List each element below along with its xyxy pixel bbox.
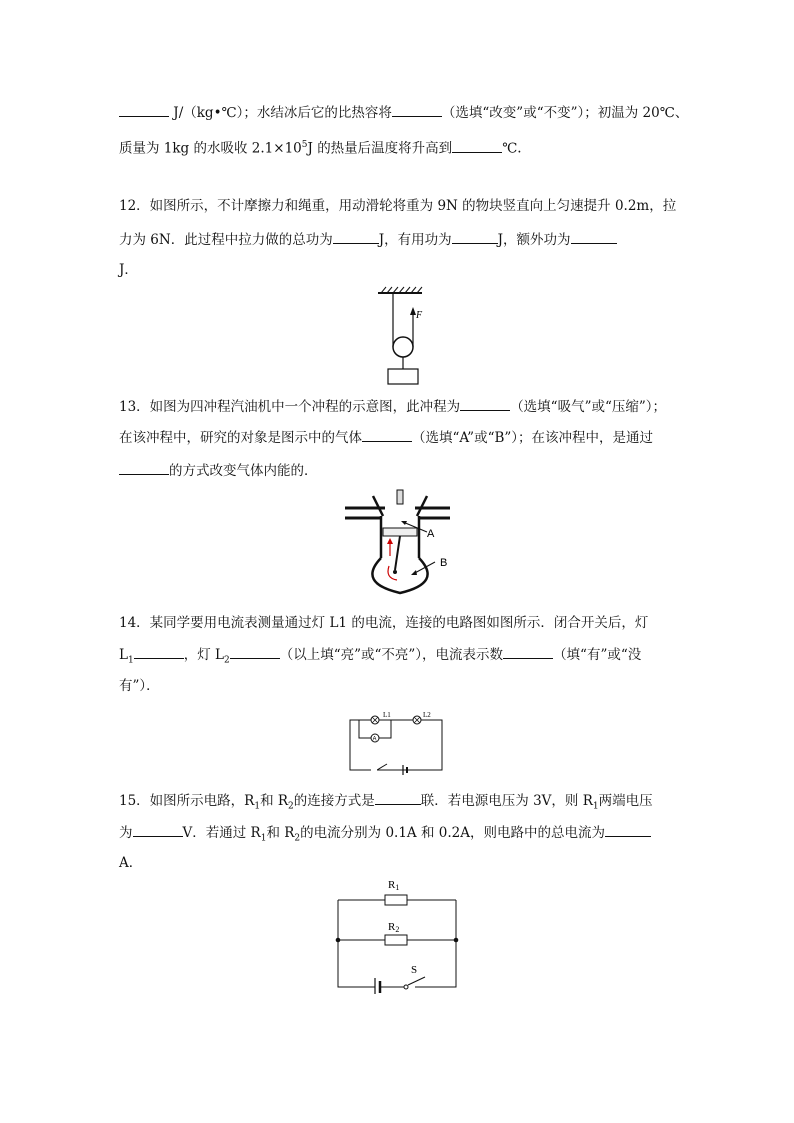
force-label: F: [416, 310, 423, 321]
block: [388, 369, 418, 384]
label-a: A: [427, 528, 435, 540]
answer-blank[interactable]: [605, 822, 651, 837]
label-b: B: [440, 557, 448, 569]
answer-blank[interactable]: [119, 102, 169, 117]
junction-left: [336, 938, 341, 943]
resistor-r1-label: R1: [388, 879, 400, 892]
q14-line3: 有”）．: [119, 678, 160, 694]
resistor-r2: [385, 935, 407, 945]
circuit-figure-15: [330, 872, 465, 994]
q15-line2: 为 V．若通过 $R_1$和 $R_2$的电流分别为 0.1A 和 0.2A，则电路中的总电流为: [119, 822, 651, 849]
engine-figure: [345, 488, 465, 598]
crankcase: [372, 558, 427, 593]
switch-label: S: [411, 964, 418, 976]
wire-right: [415, 900, 456, 987]
answer-blank[interactable]: [571, 229, 617, 244]
intake-valve: [373, 496, 383, 516]
answer-blank[interactable]: [392, 102, 442, 117]
resistor-r2-label: R2: [388, 921, 400, 934]
connecting-rod: [395, 536, 400, 570]
q11-line1: J/（kg•℃）；水结冰后它的比热容将 （选填“改变”或“不变”）；初温为 20℃、: [119, 102, 688, 123]
svg-text:A: A: [372, 736, 377, 743]
q12-line3: J．: [119, 262, 138, 278]
q12-line1: 12．如图所示，不计摩擦力和绳重，用动滑轮将重为 9N 的物块竖直向上匀速提升 0.2m，拉: [119, 198, 677, 214]
q14-line1: 14．某同学要用电流表测量通过灯 L1 的电流，连接的电路图如图所示．闭合开关后，灯: [119, 615, 649, 631]
answer-blank[interactable]: [452, 229, 498, 244]
answer-blank[interactable]: [375, 790, 421, 805]
q14-line2: $L_1$ ，灯 $L_2$ （以上填“亮”或“不亮”），电流表示数 （填“有”或“没: [119, 644, 641, 671]
answer-blank[interactable]: [333, 229, 379, 244]
piston: [383, 528, 417, 536]
q15-line1: 15．如图所示电路，$R_1$和 $R_2$的连接方式是 联．若电源电压为 3V，则 $R_1$两端电压: [119, 790, 653, 817]
pulley-figure: [375, 285, 445, 385]
q12-line2: 力为 6N．此过程中拉力做的总功为 J，有用功为 J，额外功为: [119, 229, 617, 250]
answer-blank[interactable]: [460, 396, 510, 411]
answer-blank[interactable]: [503, 644, 553, 659]
wire-left: [338, 900, 375, 987]
pulley-wheel: [393, 337, 413, 357]
q13-line2: 在该冲程中，研究的对象是图示中的气体 （选填“A”或“B”）；在该冲程中，是通过: [119, 427, 653, 448]
exhaust-valve: [417, 496, 427, 516]
q15-line3: A．: [119, 855, 143, 871]
switch-icon: [408, 977, 425, 985]
q13-line3: 的方式改变气体内能的．: [119, 460, 318, 481]
answer-blank[interactable]: [119, 460, 169, 475]
answer-blank[interactable]: [134, 644, 184, 659]
junction-right: [454, 938, 459, 943]
answer-blank[interactable]: [452, 138, 502, 153]
circuit-figure-14: [347, 708, 447, 776]
switch-pivot: [404, 985, 408, 989]
switch-icon: [377, 764, 387, 770]
spark-plug-icon: [397, 490, 403, 504]
answer-blank[interactable]: [230, 644, 280, 659]
resistor-r1: [385, 895, 407, 905]
lamp-l1-label: L1: [383, 711, 391, 719]
lamp-l2-label: L2: [423, 711, 431, 719]
circuit-loop: [350, 720, 442, 770]
answer-blank[interactable]: [133, 822, 183, 837]
q11-line2: 质量为 1kg 的水吸收 $2.1\times 10^5J$ 的热量后温度将升高到 ℃.: [119, 135, 522, 159]
answer-blank[interactable]: [362, 427, 412, 442]
q13-line1: 13．如图为四冲程汽油机中一个冲程的示意图，此冲程为 （选填“吸气”或“压缩”）；: [119, 396, 666, 417]
